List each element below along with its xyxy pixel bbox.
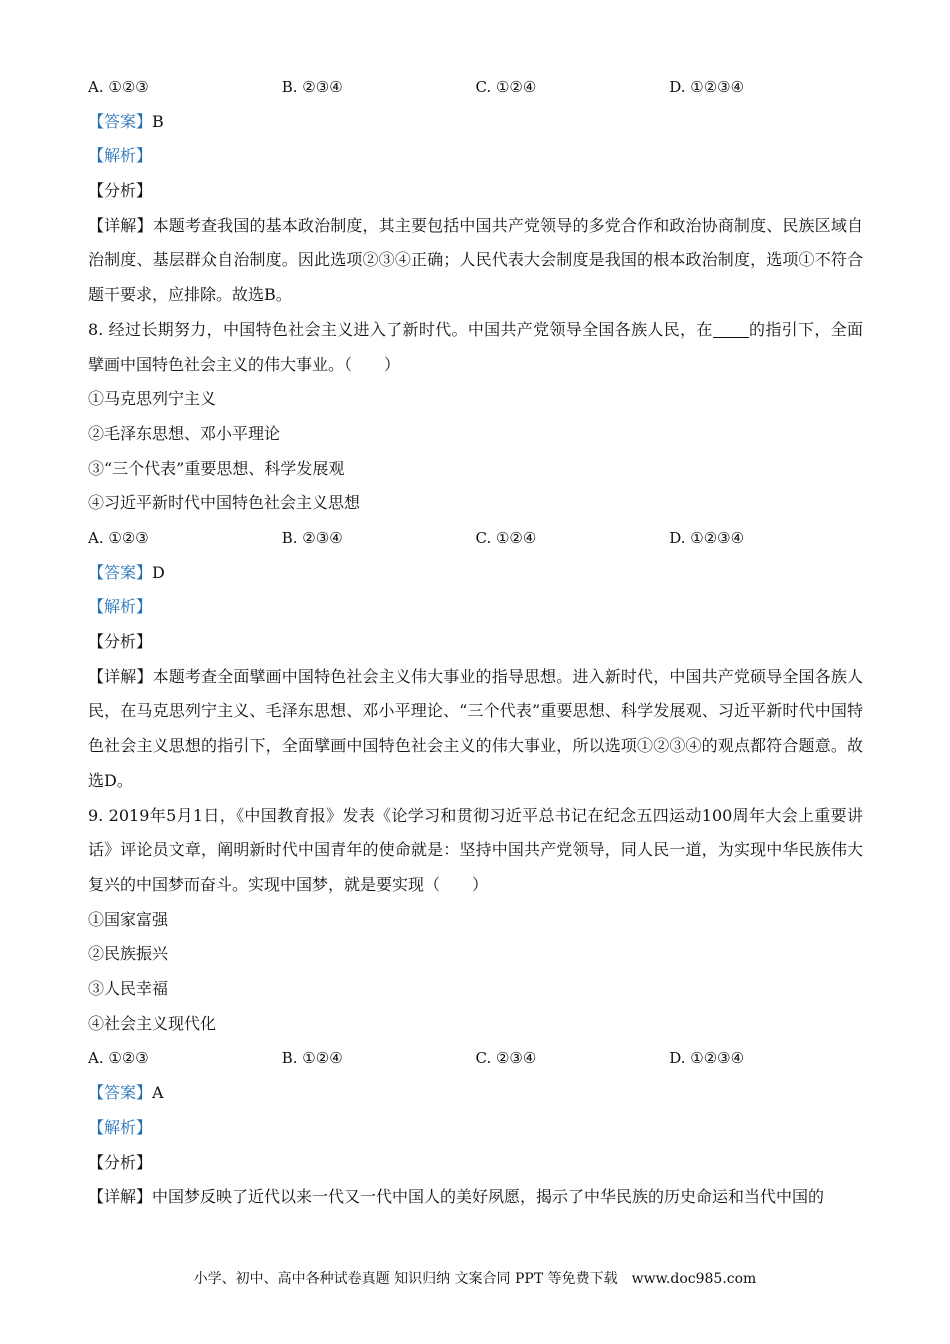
q7-option-c: C. ①②④ xyxy=(475,78,537,96)
detail-text: 中国梦反映了近代以来一代又一代中国人的美好夙愿，揭示了中华民族的历史命运和当代中国的 xyxy=(152,1187,825,1207)
q9-item-3: ③人民幸福 xyxy=(88,979,169,999)
answer-tag: 【答案】 xyxy=(88,111,153,131)
q9-jiexi-heading: 【解析】 xyxy=(88,1117,153,1137)
q9-options xyxy=(88,1041,863,1076)
detail-tag: 【详解】 xyxy=(88,215,153,235)
q8-stem-after: 的指引下，全面擘画中国特色社会主义的伟大事业。（ ） xyxy=(88,319,863,374)
q9-item-4: ④社会主义现代化 xyxy=(88,1013,217,1033)
q8-option-a: A. ①②③ xyxy=(88,529,149,548)
q9-option-d: D. ①②③④ xyxy=(669,1049,745,1068)
document-page xyxy=(88,70,863,1215)
q7-jiexi-heading: 【解析】 xyxy=(88,146,153,166)
q8-answer xyxy=(88,556,863,591)
q9-option-a: A. ①②③ xyxy=(88,1049,149,1068)
detail-text: 本题考查我国的基本政治制度，其主要包括中国共产党领导的多党合作和政治协商制度、民族区域自治制度、基层群众自治制度。因此选项②③④正确；人民代表大会制度是我国的根本政治制度，选项①不符合题干要求，应排除。故选B。 xyxy=(88,215,863,305)
q7-fenxi-heading: 【分析】 xyxy=(88,181,153,201)
q7-option-d: D. ①②③④ xyxy=(669,78,745,96)
q8-stem xyxy=(88,313,863,382)
page-footer: 小学、初中、高中各种试卷真题 知识归纳 文案合同 PPT 等免费下载 www.doc985.com xyxy=(193,1271,757,1287)
q8-item-3: ③“三个代表”重要思想、科学发展观 xyxy=(88,458,345,478)
q9-stem: 9. 2019年5月1日，《中国教育报》发表《论学习和贯彻习近平总书记在纪念五四运动100周年大会上重要讲话》评论员文章，阐明新时代中国青年的使命就是：坚持中国共产党领导，同人民一道，为实现中华民族伟大复兴的中国梦而奋斗。实现中国梦，就是要实现（ ） xyxy=(88,805,863,894)
answer-value: D xyxy=(152,562,165,582)
q8-item-2: ②毛泽东思想、邓小平理论 xyxy=(88,423,281,443)
detail-tag: 【详解】 xyxy=(88,1187,153,1207)
q8-option-c: C. ①②④ xyxy=(475,529,537,548)
q8-item-1: ①马克思列宁主义 xyxy=(88,389,217,409)
q8-option-b: B. ②③④ xyxy=(281,529,343,548)
q7-option-b: B. ②③④ xyxy=(281,78,343,96)
q8-fenxi-heading: 【分析】 xyxy=(88,632,153,652)
q9-option-b: B. ①②④ xyxy=(281,1049,343,1068)
q7-answer xyxy=(88,105,863,140)
q9-fenxi-heading: 【分析】 xyxy=(88,1152,153,1172)
answer-tag: 【答案】 xyxy=(88,1083,153,1103)
q8-option-d: D. ①②③④ xyxy=(669,529,745,548)
detail-text: 本题考查全面擘画中国特色社会主义伟大事业的指导思想。进入新时代，中国共产党硕导全国各族人民，在马克思列宁主义、毛泽东思想、邓小平理论、“三个代表”重要思想、科学发展观、习近平新时代中国特色社会主义思想的指引下，全面擘画中国特色社会主义的伟大事业，所以选项①②③④的观点都符合题意。故选D。 xyxy=(88,666,863,790)
q8-stem-before: 8. 经过长期努力，中国特色社会主义进入了新时代。中国共产党领导全国各族人民，在 xyxy=(88,319,713,339)
answer-value: A xyxy=(152,1083,164,1103)
q7-detail xyxy=(88,209,863,313)
q9-item-1: ①国家富强 xyxy=(88,909,169,929)
answer-tag: 【答案】 xyxy=(88,562,153,582)
q7-option-a: A. ①②③ xyxy=(88,78,149,96)
q8-item-4: ④习近平新时代中国特色社会主义思想 xyxy=(88,493,361,513)
q9-option-c: C. ②③④ xyxy=(475,1049,537,1068)
q7-options xyxy=(88,70,863,105)
detail-tag: 【详解】 xyxy=(88,666,153,686)
q8-jiexi-heading: 【解析】 xyxy=(88,597,153,617)
fill-blank xyxy=(713,321,749,338)
q9-answer xyxy=(88,1076,863,1111)
q9-item-2: ②民族振兴 xyxy=(88,944,169,964)
q8-options xyxy=(88,521,863,556)
q9-detail xyxy=(88,1180,863,1215)
q8-detail xyxy=(88,660,863,799)
answer-value: B xyxy=(152,111,164,131)
